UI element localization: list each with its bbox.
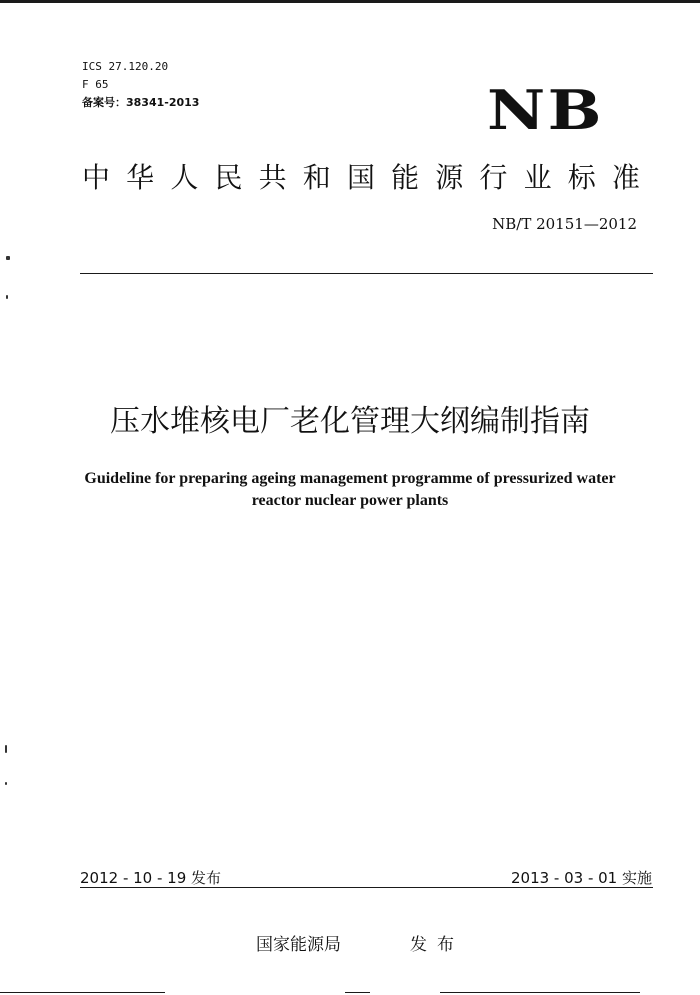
scan-speck	[6, 256, 10, 260]
implementation-date: 2013 - 03 - 01 实施	[510, 869, 652, 887]
standard-title-char: 华	[126, 161, 155, 194]
header-divider	[80, 273, 653, 274]
publish-label: 发布	[410, 935, 464, 955]
bottom-scan-line-mid	[345, 992, 370, 993]
scan-speck	[5, 745, 7, 753]
document-title-english: Guideline for preparing ageing management programme of pressurized water reactor nuclear power plants	[84, 470, 616, 509]
ics-code: ICS 27.120.20	[82, 60, 169, 73]
standard-category-title	[82, 158, 640, 198]
standard-title-char: 中	[82, 161, 111, 194]
issue-date: 2012 - 10 - 19 发布	[80, 869, 222, 887]
scan-speck	[5, 782, 7, 785]
standard-title-char: 共	[258, 161, 287, 194]
top-border-rule	[0, 0, 700, 3]
bottom-scan-line-left	[0, 992, 165, 993]
standard-title-char: 标	[567, 161, 596, 194]
date-divider	[80, 887, 653, 888]
standard-title-char: 和	[302, 161, 331, 194]
document-title-chinese: 压水堆核电厂老化管理大纲编制指南	[110, 404, 590, 439]
ccs-code: F 65	[82, 78, 109, 91]
standard-title-char: 民	[214, 161, 243, 194]
standard-title-char: 行	[479, 161, 508, 194]
standard-number: NB/T 20151—2012	[492, 215, 637, 233]
standard-title-char: 人	[170, 161, 199, 194]
record-number: 备案号：38341-2013	[82, 96, 200, 109]
publisher-name: 国家能源局	[256, 935, 341, 955]
scan-speck	[6, 295, 8, 299]
standard-title-char: 源	[435, 161, 464, 194]
standard-title-char: 能	[391, 161, 420, 194]
bottom-scan-line-right	[440, 992, 640, 993]
standard-title-char: 准	[611, 161, 640, 194]
standard-title-char: 国	[346, 161, 375, 194]
standard-title-char: 业	[523, 161, 552, 194]
nb-logo: NB	[487, 78, 604, 142]
